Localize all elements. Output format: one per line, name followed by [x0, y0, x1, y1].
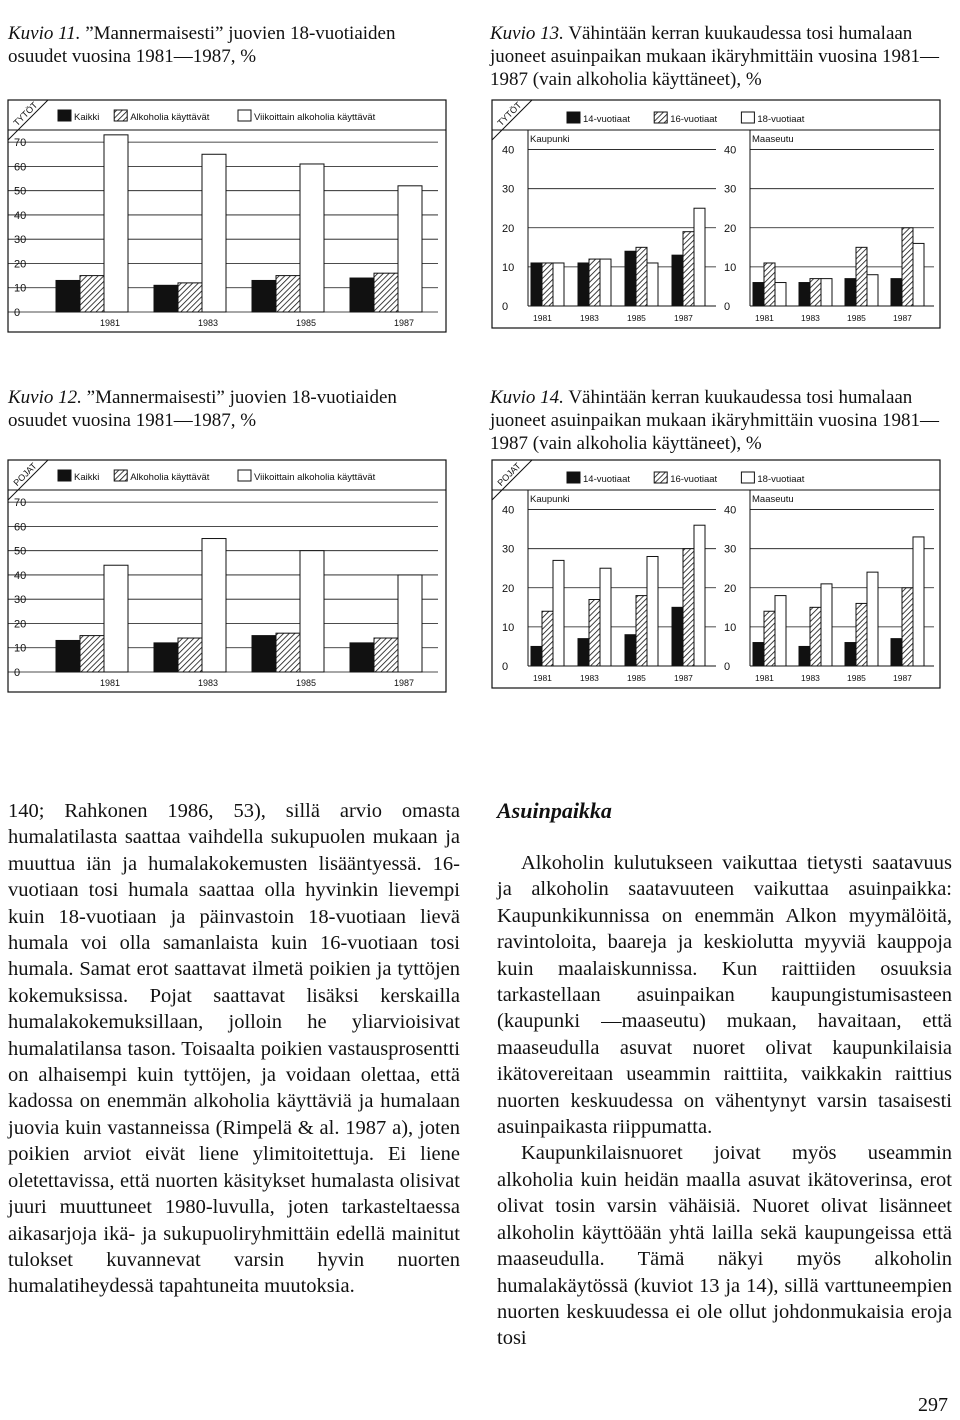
kuvio-14-maaseutu-xtick-1985: 1985 [847, 673, 866, 683]
kuvio-12-bar-kaikki-1981 [56, 640, 80, 672]
kuvio-11-bar-kaikki-1987 [350, 278, 374, 312]
kuvio-11-ytick-6: 60 [14, 161, 27, 174]
kuvio-12-bar-alkoholia-1983 [178, 638, 202, 672]
kuvio-13-kaupunki-bar-16-1985 [636, 247, 647, 306]
kuvio-12-bar-alkoholia-1985 [276, 633, 300, 672]
kuvio-13-kaupunki-xtick-1981: 1981 [533, 313, 552, 323]
kuvio-13-kaupunki-bar-14-1983 [578, 263, 589, 306]
kuvio-12-ytick-1: 10 [14, 642, 27, 655]
kuvio-13-corner-label: TYTÖT [495, 99, 524, 128]
kuvio-13-maaseutu-ytick-2: 20 [724, 222, 737, 235]
kuvio-13-kaupunki-xtick-1983: 1983 [580, 313, 599, 323]
kuvio-14-kaupunki-ytick-3: 30 [502, 543, 515, 556]
kuvio-11-xtick-1981: 1981 [100, 318, 121, 328]
kuvio-13-maaseutu-bar-16-1983 [810, 279, 821, 306]
kuvio-11-bar-viikoittain-1981 [104, 135, 128, 312]
kuvio-11-legend-label-0: Kaikki [74, 112, 100, 123]
kuvio-13-kaupunki-bar-16-1981 [542, 263, 553, 306]
kuvio-14-maaseutu-bar-16-1983 [810, 607, 821, 666]
kuvio-13-legend-swatch-0 [567, 112, 580, 123]
kuvio-14-legend-swatch-0 [567, 472, 580, 483]
kuvio-14-maaseutu-bar-16-1985 [856, 603, 867, 666]
kuvio-12-legend-label-1: Alkoholia käyttävät [130, 472, 210, 483]
kuvio-11-bar-kaikki-1981 [56, 280, 80, 312]
chart-kuvio-12 [8, 460, 446, 692]
kuvio-11-bar-alkoholia-1983 [178, 283, 202, 312]
right-paragraph-2: Kaupunkilaisnuoret joivat myös useammin alkoholia kuin heidän maalla asuvat ikätoverinsa, erot olivat tosin varsin vähäisiä. Nuoret olivat lisänneet alkoholin käyttöään yhtä lailla sekä kaupungeissa että maaseudulla. Tämä näkyi myös alkoholin humalakäytössä (kuviot 13 ja 14), sillä varttuneempien nuorten keskuudessa ei ole ollut johdonmukaisia eroja tosi [497, 1142, 952, 1350]
kuvio-14-maaseutu-bar-14-1981 [753, 643, 764, 666]
kuvio-11-legend-label-2: Viikoittain alkoholia käyttävät [254, 112, 376, 123]
kuvio-13-maaseutu-bar-18-1985 [867, 275, 878, 306]
kuvio-13-maaseutu-ytick-4: 40 [724, 144, 737, 157]
kuvio-13-maaseutu-xtick-1983: 1983 [801, 313, 820, 323]
kuvio-12-bar-alkoholia-1981 [80, 636, 104, 672]
kuvio-13-legend-label-1: 16-vuotiaat [670, 114, 718, 125]
kuvio-14-kaupunki-xtick-1987: 1987 [674, 673, 693, 683]
kuvio-12-bar-kaikki-1985 [252, 636, 276, 672]
kuvio-14-legend-label-0: 14-vuotiaat [583, 474, 631, 485]
kuvio-14-maaseutu-bar-14-1987 [891, 639, 902, 666]
kuvio-11-ytick-3: 30 [14, 234, 27, 247]
kuvio-14-kaupunki-bar-16-1987 [683, 549, 694, 666]
caption-kuvio-14: Kuvio 14. Vähintään kerran kuukaudessa tosi humalaan juoneet asuinpaikan mukaan ikäryhmittäin vuosina 1981—1987 (vain alkoholia käyttäneet), % [490, 387, 940, 454]
kuvio-12-ytick-4: 40 [14, 569, 27, 582]
kuvio-14-maaseutu-bar-18-1983 [821, 584, 832, 666]
kuvio-12-ytick-0: 0 [14, 667, 21, 679]
kuvio-13-maaseutu-title: Maaseutu [752, 134, 794, 145]
kuvio-14-kaupunki-title: Kaupunki [530, 494, 570, 505]
kuvio-14-kaupunki-bar-16-1983 [589, 600, 600, 666]
kuvio-14-kaupunki-bar-14-1983 [578, 639, 589, 666]
kuvio-11-bar-alkoholia-1985 [276, 276, 300, 312]
kuvio-14-kaupunki-bar-16-1985 [636, 596, 647, 666]
kuvio-12-bar-kaikki-1987 [350, 643, 374, 672]
kuvio-14-kaupunki-xtick-1983: 1983 [580, 673, 599, 683]
kuvio-13-maaseutu-ytick-1: 10 [724, 261, 737, 274]
chart-kuvio-14 [492, 460, 940, 688]
kuvio-11-corner-label: TYTÖT [11, 99, 40, 128]
kuvio-13-maaseutu-ytick-3: 30 [724, 183, 737, 196]
kuvio-14-legend-label-2: 18-vuotiaat [757, 474, 805, 485]
kuvio-14-kaupunki-bar-14-1985 [625, 635, 636, 666]
kuvio-14-kaupunki-ytick-4: 40 [502, 504, 515, 517]
kuvio-11-bar-viikoittain-1987 [398, 186, 422, 312]
kuvio-14-kaupunki-bar-16-1981 [542, 611, 553, 666]
kuvio-14-kaupunki-bar-18-1983 [600, 568, 611, 666]
kuvio-13-maaseutu-bar-14-1983 [799, 283, 810, 306]
kuvio-14-kaupunki-bar-18-1985 [647, 556, 658, 666]
kuvio-13-maaseutu-bar-18-1983 [821, 279, 832, 306]
kuvio-14-maaseutu-bar-18-1981 [775, 596, 786, 666]
kuvio-13-maaseutu-xtick-1985: 1985 [847, 313, 866, 323]
kuvio-11-bar-viikoittain-1985 [300, 164, 324, 312]
kuvio-12-ytick-2: 20 [14, 618, 27, 631]
kuvio-13-maaseutu-bar-14-1987 [891, 279, 902, 306]
kuvio-13-legend-swatch-1 [654, 112, 667, 123]
kuvio-13-kaupunki-bar-18-1981 [553, 263, 564, 306]
kuvio-13-kaupunki-bar-18-1983 [600, 259, 611, 306]
kuvio-14-maaseutu-bar-18-1985 [867, 572, 878, 666]
kuvio-13-maaseutu-bar-16-1981 [764, 263, 775, 306]
kuvio-14-kaupunki-xtick-1985: 1985 [627, 673, 646, 683]
kuvio-11-ytick-5: 50 [14, 185, 27, 198]
kuvio-12-xtick-1985: 1985 [296, 678, 317, 688]
kuvio-12-bar-viikoittain-1987 [398, 575, 422, 672]
kuvio-13-legend-swatch-2 [741, 112, 754, 123]
kuvio-11-bar-kaikki-1985 [252, 280, 276, 312]
kuvio-12-bar-viikoittain-1983 [202, 539, 226, 672]
kuvio-13-legend-label-0: 14-vuotiaat [583, 114, 631, 125]
kuvio-12-legend-swatch-1 [114, 470, 127, 481]
kuvio-11-ytick-2: 20 [14, 258, 27, 271]
caption-kuvio-12: Kuvio 12. ”Mannermaisesti” juovien 18-vuotiaiden osuudet vuosina 1981—1987, % [8, 387, 397, 431]
kuvio-12-corner-label: POJAT [11, 460, 39, 488]
kuvio-14-kaupunki-bar-14-1987 [672, 607, 683, 666]
kuvio-13-kaupunki-bar-18-1987 [694, 208, 705, 306]
section-heading: Asuinpaikka [497, 798, 612, 823]
kuvio-14-maaseutu-bar-16-1981 [764, 611, 775, 666]
kuvio-12-legend-swatch-2 [238, 470, 251, 481]
kuvio-14-kaupunki-ytick-1: 10 [502, 621, 515, 634]
kuvio-13-kaupunki-bar-14-1985 [625, 251, 636, 306]
kuvio-11-xtick-1983: 1983 [198, 318, 219, 328]
kuvio-14-maaseutu-bar-14-1983 [799, 646, 810, 666]
kuvio-13-kaupunki-ytick-1: 10 [502, 261, 515, 274]
kuvio-13-kaupunki-xtick-1987: 1987 [674, 313, 693, 323]
chart-kuvio-11 [8, 100, 446, 332]
kuvio-13-maaseutu-xtick-1987: 1987 [893, 313, 912, 323]
caption-kuvio-11: Kuvio 11. ”Mannermaisesti” juovien 18-vuotiaiden osuudet vuosina 1981—1987, % [8, 23, 396, 67]
kuvio-13-kaupunki-ytick-4: 40 [502, 144, 515, 157]
kuvio-14-maaseutu-ytick-0: 0 [724, 661, 731, 673]
kuvio-14-maaseutu-ytick-1: 10 [724, 621, 737, 634]
kuvio-12-bar-alkoholia-1987 [374, 638, 398, 672]
kuvio-14-corner-label: POJAT [495, 460, 523, 488]
kuvio-13-kaupunki-ytick-0: 0 [502, 301, 509, 313]
kuvio-13-maaseutu-xtick-1981: 1981 [755, 313, 774, 323]
kuvio-11-legend-label-1: Alkoholia käyttävät [130, 112, 210, 123]
kuvio-14-maaseutu-bar-14-1985 [845, 643, 856, 666]
kuvio-14-legend-swatch-1 [654, 472, 667, 483]
kuvio-13-maaseutu-bar-16-1987 [902, 228, 913, 306]
kuvio-14-kaupunki-bar-18-1981 [553, 560, 564, 666]
kuvio-14-legend-swatch-2 [741, 472, 754, 483]
kuvio-14-kaupunki-ytick-2: 20 [502, 582, 515, 595]
kuvio-13-kaupunki-xtick-1985: 1985 [627, 313, 646, 323]
kuvio-11-xtick-1987: 1987 [394, 318, 415, 328]
kuvio-13-maaseutu-bar-18-1987 [913, 243, 924, 306]
kuvio-11-legend-swatch-2 [238, 110, 251, 121]
left-column [8, 798, 460, 1300]
kuvio-11-legend-swatch-1 [114, 110, 127, 121]
kuvio-12-legend-label-2: Viikoittain alkoholia käyttävät [254, 472, 376, 483]
kuvio-13-kaupunki-bar-18-1985 [647, 263, 658, 306]
kuvio-12-bar-kaikki-1983 [154, 643, 178, 672]
kuvio-11-ytick-0: 0 [14, 307, 21, 319]
right-paragraph-1: Alkoholin kulutukseen vaikuttaa tietysti saatavuus ja alkoholin saatavuuteen vaikuttaa asuinpaikka: Kaupunkikunnissa on enemmän Alkon myymälöitä, ravintoloita, baareja ja keskiolutta myyviä kauppoja kuin maalaiskunnissa. Kun raittiiden osuuksia tarkastellaan asuinpaikan kaupungistumisasteen (kaupunki —maaseutu) mukaan, havaitaan, että maaseudulla asuvat nuoret olivat kaupunkilaisia ikätovereitaan useammin raittiita, vaikkakin raittius nuorten keskuudessa on vähentynyt varsin tasaisesti asuinpaikasta riippumatta. [497, 852, 952, 1139]
kuvio-14-maaseutu-ytick-2: 20 [724, 582, 737, 595]
kuvio-12-bar-viikoittain-1981 [104, 565, 128, 672]
kuvio-13-kaupunki-bar-14-1981 [531, 263, 542, 306]
chart-kuvio-13 [492, 100, 940, 328]
kuvio-11-bar-alkoholia-1987 [374, 273, 398, 312]
kuvio-11-ytick-4: 40 [14, 209, 27, 222]
kuvio-13-legend-label-2: 18-vuotiaat [757, 114, 805, 125]
kuvio-14-maaseutu-bar-16-1987 [902, 588, 913, 666]
kuvio-14-maaseutu-bar-18-1987 [913, 537, 924, 666]
kuvio-14-kaupunki-ytick-0: 0 [502, 661, 509, 673]
kuvio-13-maaseutu-bar-14-1985 [845, 279, 856, 306]
kuvio-13-maaseutu-ytick-0: 0 [724, 301, 731, 313]
kuvio-14-maaseutu-xtick-1981: 1981 [755, 673, 774, 683]
kuvio-14-kaupunki-xtick-1981: 1981 [533, 673, 552, 683]
kuvio-13-kaupunki-bar-16-1983 [589, 259, 600, 306]
kuvio-14-kaupunki-bar-14-1981 [531, 646, 542, 666]
kuvio-11-bar-viikoittain-1983 [202, 154, 226, 312]
kuvio-12-xtick-1987: 1987 [394, 678, 415, 688]
kuvio-11-xtick-1985: 1985 [296, 318, 317, 328]
kuvio-14-legend-label-1: 16-vuotiaat [670, 474, 718, 485]
kuvio-14-maaseutu-xtick-1983: 1983 [801, 673, 820, 683]
kuvio-11-bar-kaikki-1983 [154, 285, 178, 312]
kuvio-12-legend-swatch-0 [58, 470, 71, 481]
kuvio-12-xtick-1983: 1983 [198, 678, 219, 688]
kuvio-13-kaupunki-ytick-2: 20 [502, 222, 515, 235]
kuvio-11-ytick-1: 10 [14, 282, 27, 295]
kuvio-14-maaseutu-ytick-4: 40 [724, 504, 737, 517]
kuvio-14-maaseutu-ytick-3: 30 [724, 543, 737, 556]
kuvio-11-bar-alkoholia-1981 [80, 276, 104, 312]
kuvio-13-maaseutu-bar-18-1981 [775, 283, 786, 306]
kuvio-11-legend-swatch-0 [58, 110, 71, 121]
kuvio-13-kaupunki-ytick-3: 30 [502, 183, 515, 196]
kuvio-14-maaseutu-title: Maaseutu [752, 494, 794, 505]
kuvio-12-bar-viikoittain-1985 [300, 551, 324, 672]
kuvio-11-ytick-7: 70 [14, 137, 27, 150]
kuvio-13-kaupunki-bar-16-1987 [683, 232, 694, 306]
kuvio-12-xtick-1981: 1981 [100, 678, 121, 688]
caption-kuvio-13: Kuvio 13. Vähintään kerran kuukaudessa tosi humalaan juoneet asuinpaikan mukaan ikäryhmittäin vuosina 1981—1987 (vain alkoholia käyttäneet), % [490, 23, 940, 90]
kuvio-13-kaupunki-title: Kaupunki [530, 134, 570, 145]
kuvio-14-maaseutu-xtick-1987: 1987 [893, 673, 912, 683]
kuvio-12-ytick-7: 70 [14, 497, 27, 510]
right-column [497, 850, 952, 1352]
kuvio-13-maaseutu-bar-14-1981 [753, 283, 764, 306]
kuvio-12-ytick-6: 60 [14, 521, 27, 534]
kuvio-13-maaseutu-bar-16-1985 [856, 247, 867, 306]
kuvio-12-ytick-5: 50 [14, 545, 27, 558]
left-paragraph: 140; Rahkonen 1986, 53), sillä arvio omasta humalatilasta saattaa vaihdella sukupuolen mukaan ja muuttua iän ja humalakokemusten lisääntyessä. 16-vuotiaan tosi humala saattaa olla hyvinkin lievempi kuin 18-vuotiaan ja päinvastoin 18-vuotiaan lievä humala voi olla samanlaista kuin 16-vuotiaan tosi humala. Samat erot saattavat ilmetä poikien ja tyttöjen kokemuksissa. Pojat saattavat lisäksi kerskailla humalakokemuksillaan, jolloin he yliarvioisivat humalatilansa tason. Toisaalta poikien vastausprosentti on alhaisempi kuin tyttöjen, ja voidaan olettaa, että kadossa on enemmän alkoholia käyttäviä ja humalaan juovia kuin vastanneissa (Rimpelä & al. 1987 a), joten poikien arviot eivät liene ylimitoitettuja. Ei liene oletettavissa, että nuorten käsitykset humalasta olisivat juuri muuttuneet 1980-luvulla, joten tarkasteltaessa aikasarjoja ikä- ja sukupuoliryhmittäin edellä mainitut tulokset kuvannevat varsin hyvin nuorten humalatiheydessä tapahtuneita muutoksia. [8, 800, 460, 1298]
kuvio-12-legend-label-0: Kaikki [74, 472, 100, 483]
page-number: 297 [918, 1394, 948, 1416]
kuvio-14-kaupunki-bar-18-1987 [694, 525, 705, 666]
kuvio-13-kaupunki-bar-14-1987 [672, 255, 683, 306]
kuvio-12-ytick-3: 30 [14, 594, 27, 607]
